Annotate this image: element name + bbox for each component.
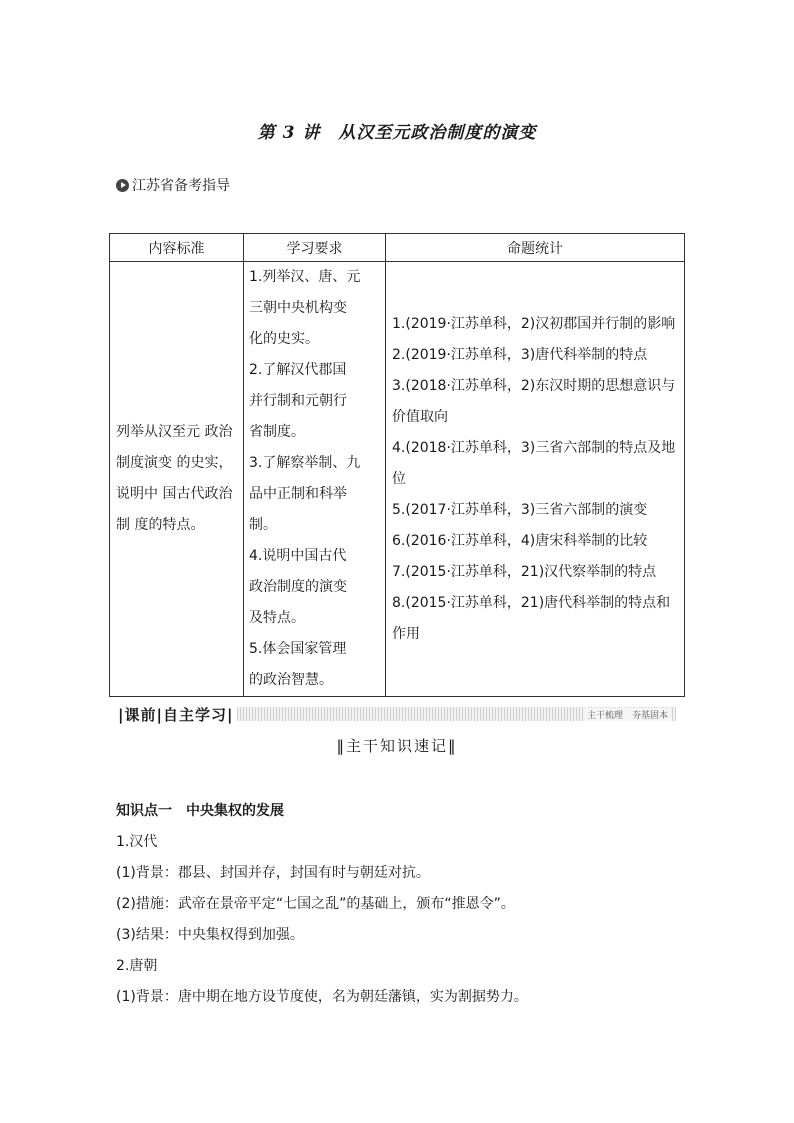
- han-measure: (2)措施：武帝在景帝平定“七国之乱”的基础上，颁布“推恩令”。: [116, 896, 515, 912]
- guide-label: 江苏省备考指导: [132, 178, 230, 194]
- guide-heading: [116, 175, 230, 195]
- lr-line: 制。: [249, 517, 277, 533]
- header-learning-requirements: 学习要求: [244, 234, 386, 262]
- lr-line: 的政治智慧。: [249, 672, 333, 688]
- knowledge-point-heading: 知识点一 中央集权的发展: [116, 803, 284, 819]
- stat-line: 4.(2018·江苏单科，3)三省六部制的特点及地: [392, 439, 676, 456]
- lr-line: 政治制度的演变: [249, 579, 347, 595]
- tang-background: (1)背景：唐中期在地方设节度使，名为朝廷藩镇，实为割据势力。: [116, 989, 528, 1005]
- stat-line: 作用: [392, 625, 420, 642]
- stat-line: 6.(2016·江苏单科，4)唐宋科举制的比较: [392, 532, 648, 549]
- cell-content-standard: [110, 262, 244, 697]
- cs-line: 度的特点。: [134, 517, 205, 533]
- stat-line: 1.(2019·江苏单科，2)汉初郡国并行制的影响: [392, 315, 676, 332]
- stat-line: 价值取向: [392, 408, 448, 425]
- lr-line: 2.了解汉代郡国: [249, 362, 347, 378]
- lr-line: 省制度。: [249, 424, 305, 440]
- stat-line: 位: [392, 470, 406, 487]
- header-content-standard: 内容标准: [110, 234, 244, 262]
- cs-line: 的史实，说明中: [116, 455, 233, 502]
- knowledge-section: [116, 796, 696, 1013]
- lr-line: 三朝中央机构变: [249, 300, 347, 316]
- cs-line: 政治制度演变: [116, 424, 233, 471]
- lr-line: 及特点。: [249, 610, 305, 626]
- lr-line: 并行制和元朝行: [249, 393, 347, 409]
- han-background: (1)背景：郡县、封国并存，封国有时与朝廷对抗。: [116, 865, 430, 881]
- cell-learning-requirements: [244, 262, 386, 697]
- section-banner: [118, 704, 676, 724]
- stat-line: 2.(2019·江苏单科，3)唐代科举制的特点: [392, 346, 648, 363]
- exam-guide-table: [109, 233, 685, 697]
- cell-exam-stats: [386, 262, 685, 697]
- cs-line: 列举从汉至元: [116, 424, 200, 440]
- lr-line: 5.体会国家管理: [249, 641, 347, 657]
- lr-line: 3.了解察举制、九: [249, 455, 361, 471]
- stat-line: 7.(2015·江苏单科，21)汉代察举制的特点: [392, 563, 657, 580]
- stat-line: 5.(2017·江苏单科，3)三省六部制的演变: [392, 501, 648, 518]
- header-exam-stats: 命题统计: [386, 234, 685, 262]
- stat-line: 3.(2018·江苏单科，2)东汉时期的思想意识与: [392, 377, 676, 394]
- page-title: 第 3 讲 从汉至元政治制度的演变: [257, 123, 537, 143]
- banner-tagline: 主干梳理 夯基固本: [585, 708, 670, 721]
- cs-line: 国古代政治制: [116, 486, 233, 533]
- banner-bar: [237, 707, 676, 721]
- lr-line: 化的史实。: [249, 331, 319, 347]
- lr-line: 1.列举汉、唐、元: [249, 269, 361, 285]
- play-icon: [116, 179, 129, 192]
- banner-title: |课前|自主学习|: [118, 705, 234, 724]
- stat-line: 8.(2015·江苏单科，21)唐代科举制的特点和: [392, 594, 671, 611]
- han-heading: 1.汉代: [116, 834, 158, 850]
- section-subheading: ‖主干知识速记‖: [336, 737, 458, 755]
- lr-line: 品中正制和科举: [249, 486, 347, 502]
- lr-line: 4.说明中国古代: [249, 548, 347, 564]
- tang-heading: 2.唐朝: [116, 958, 158, 974]
- han-result: (3)结果：中央集权得到加强。: [116, 927, 304, 943]
